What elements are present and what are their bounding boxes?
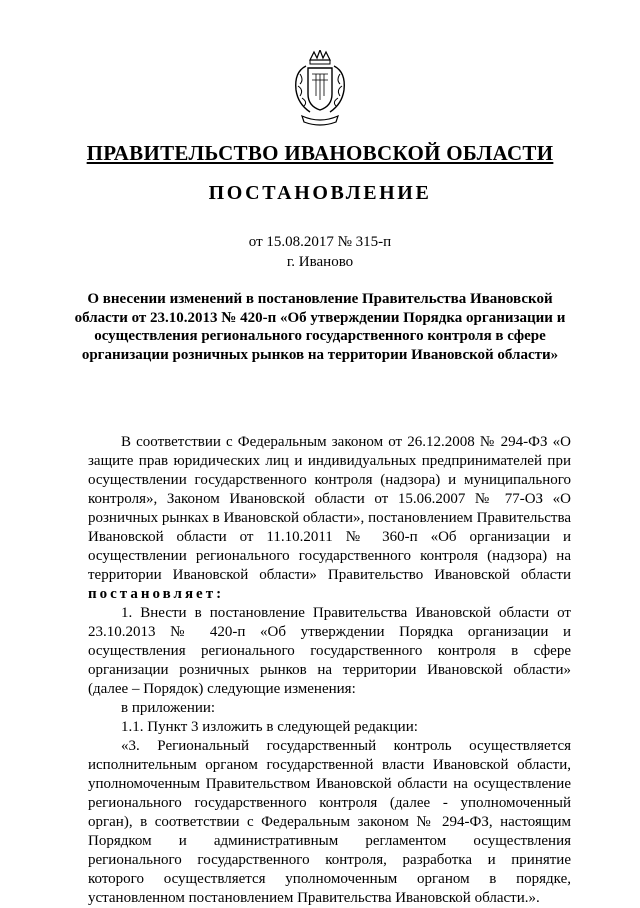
document-type-heading: ПОСТАНОВЛЕНИЕ xyxy=(208,182,432,204)
preamble-paragraph xyxy=(88,433,571,604)
org-title: ПРАВИТЕЛЬСТВО ИВАНОВСКОЙ ОБЛАСТИ xyxy=(86,141,554,165)
document-subject: О внесении изменений в постановление Правительства Ивановской области от 23.10.2013 № 420-п «Об утверждении Порядка организации и осуществления регионального государственного контроля в сфере организации розничных рынков на территории Ивановской области» xyxy=(74,291,566,364)
preamble-text: В соответствии с Федеральным законом от 26.12.2008 № 294-ФЗ «О защите прав юридических лиц и индивидуальных предпринимателей при осуществлении государственного контроля (надзора) и муниципального контроля», Законом Ивановской области от 15.06.2007 № 77-ОЗ «О розничных рынках в Ивановской области», постановлением Правительства Ивановской области от 11.10.2011 № 360-п «Об организации и осуществлении регионального государственного контроля (надзора) на территории Ивановской области» Правительство Ивановской области xyxy=(88,434,571,583)
document-city: г. Иваново xyxy=(286,254,354,270)
item-1-1-paragraph: 1.1. Пункт 3 изложить в следующей редакции: xyxy=(121,719,418,735)
item-3-quote-paragraph: «3. Региональный государственный контроль осуществляется исполнительным органом государственной власти Ивановской области, уполномоченным Правительством Ивановской области на осуществление регионального государственного контроля (далее - уполномоченный орган), в соответствии с Федеральным законом № 294-ФЗ, настоящим Порядком и административным регламентом осуществления регионального государственного контроля, разработка и принятие которого осуществляется уполномоченным органом в порядке, установленном постановлением Правительства Ивановской области.». xyxy=(88,738,571,906)
document-date-number: от 15.08.2017 № 315-п xyxy=(248,234,392,250)
item-1-paragraph: 1. Внести в постановление Правительства Ивановской области от 23.10.2013 № 420-п «Об утверждении Порядка организации и осуществления регионального государственного контроля в сфере организации розничных рынков на территории Ивановской области» (далее – Порядок) следующие изменения: xyxy=(88,605,571,697)
resolves-keyword: постановляет: xyxy=(88,586,225,602)
in-appendix-paragraph: в приложении: xyxy=(121,700,216,716)
coat-of-arms-icon xyxy=(288,50,352,130)
document-body xyxy=(88,433,571,908)
